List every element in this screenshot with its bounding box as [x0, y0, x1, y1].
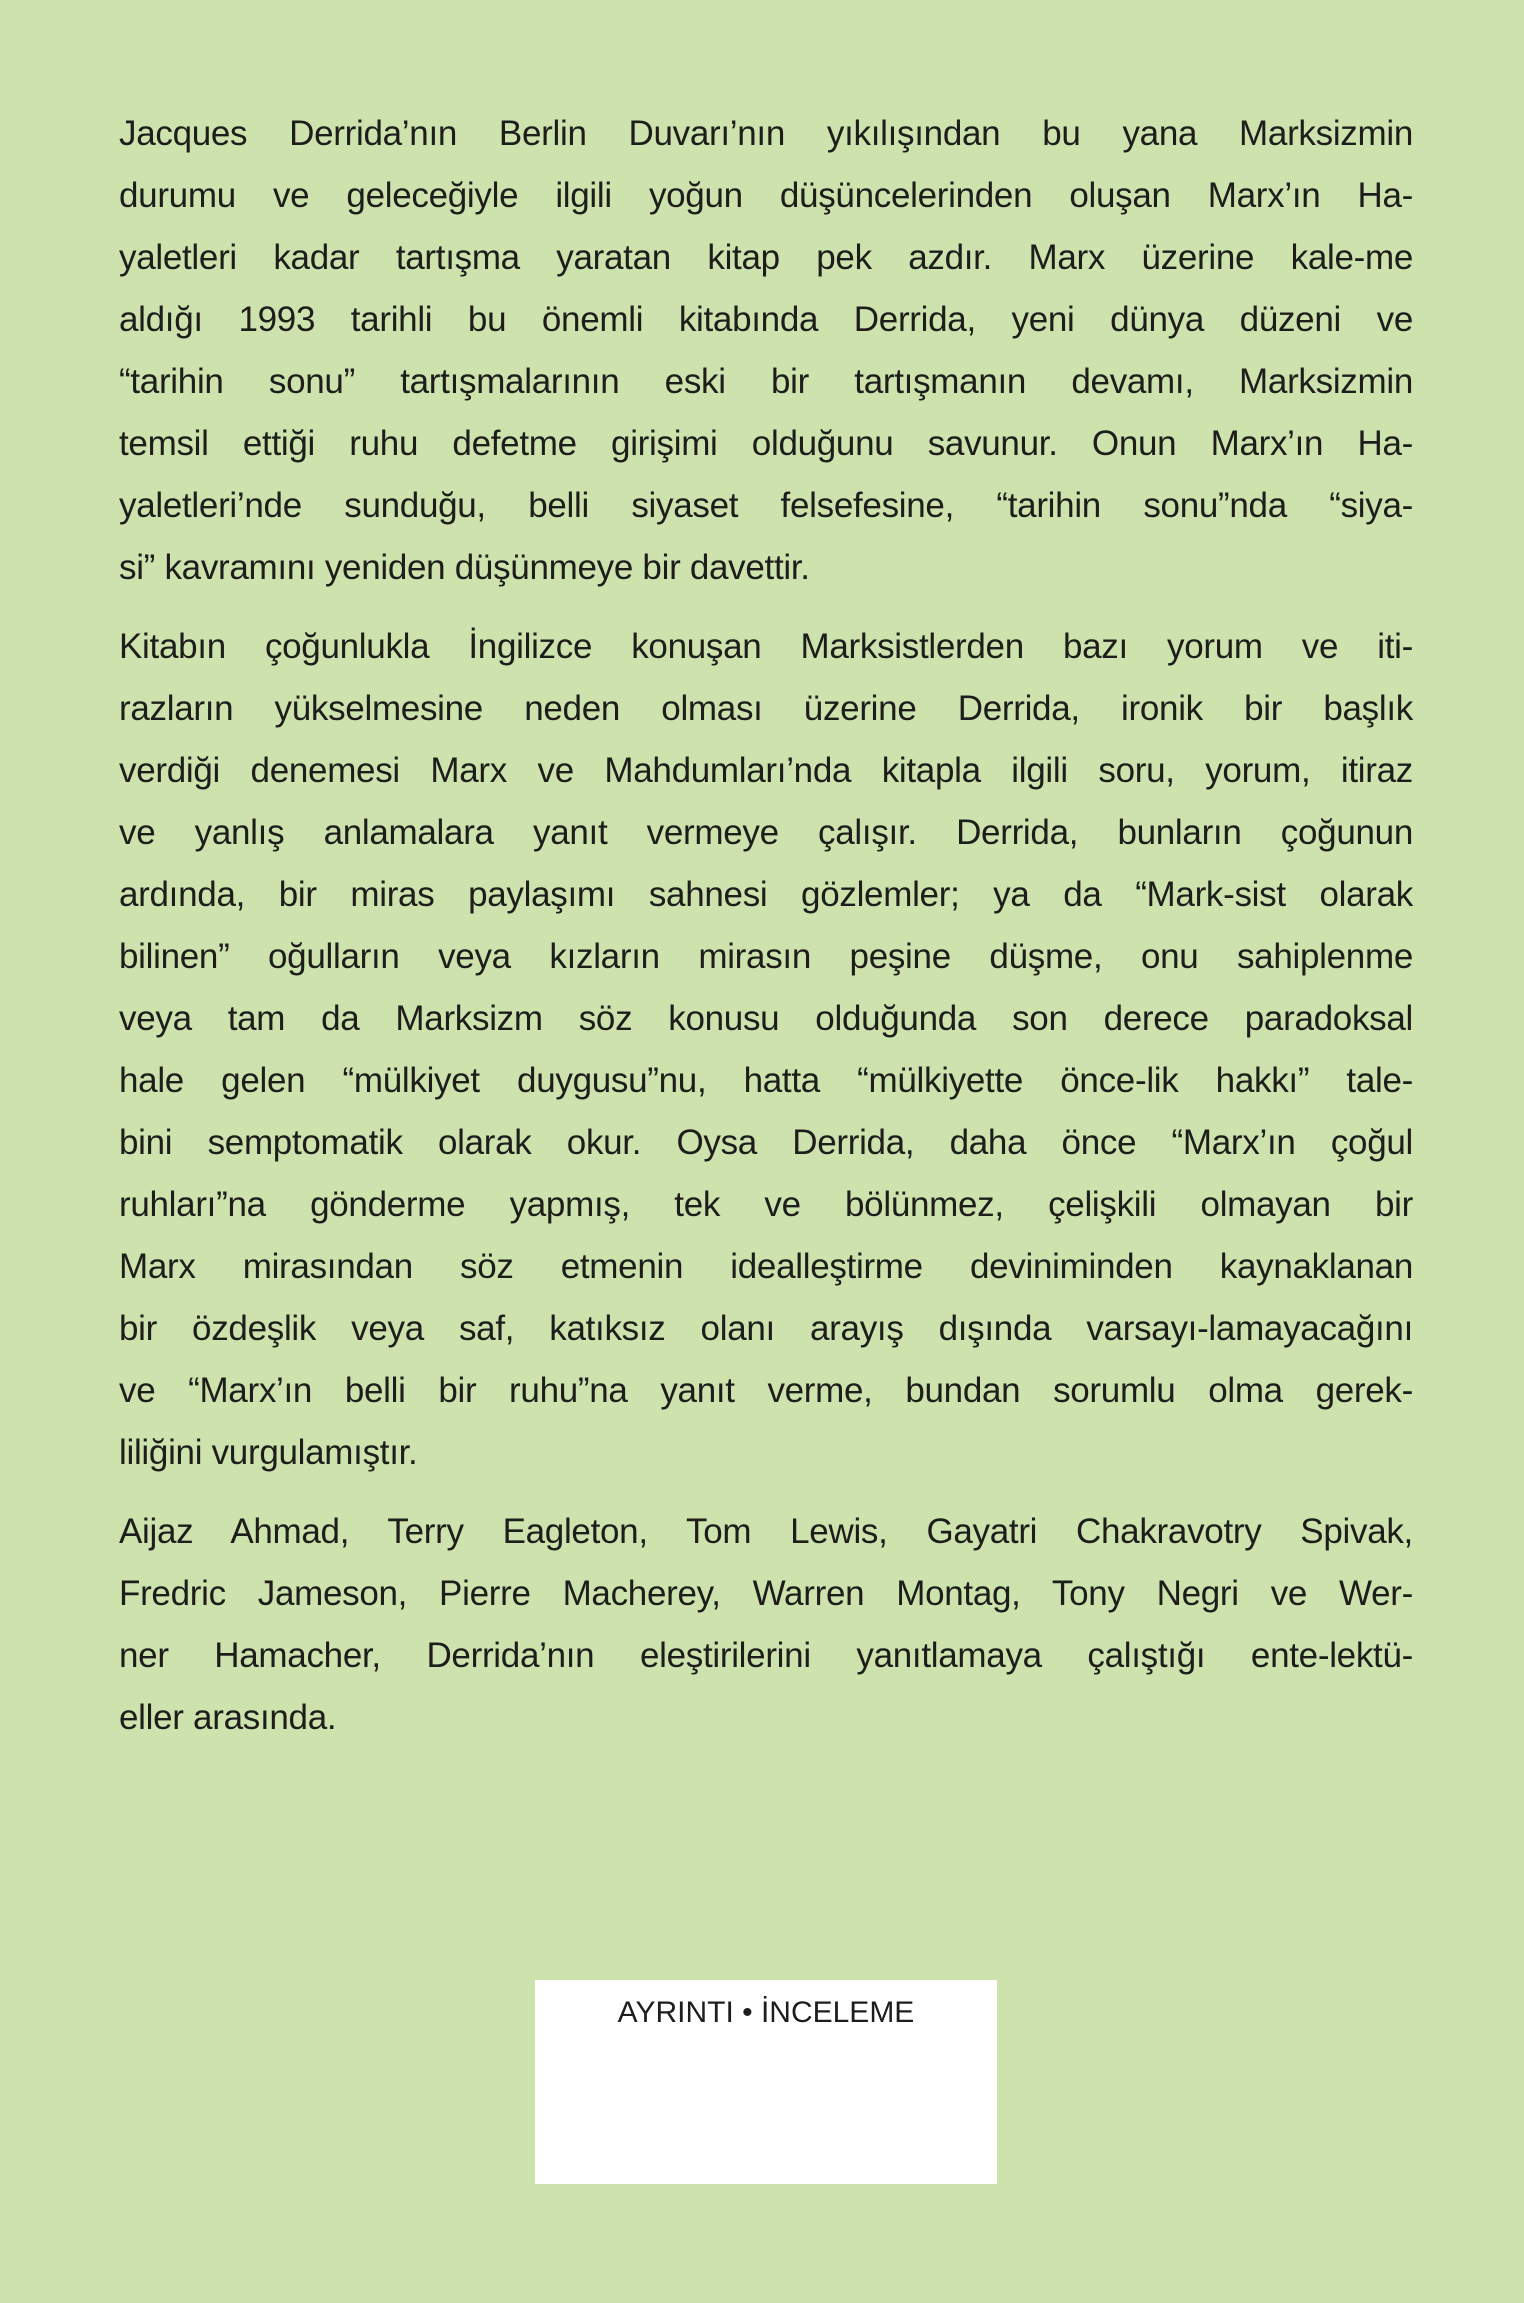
text-line: durumu ve geleceğiyle ilgili yoğun düşüncelerinden oluşan Marx’ın Ha- — [119, 176, 1413, 215]
text-line: Fredric Jameson, Pierre Macherey, Warren Montag, Tony Negri ve Wer- — [119, 1574, 1413, 1613]
text-line: temsil ettiği ruhu defetme girişimi olduğunu savunur. Onun Marx’ın Ha- — [119, 424, 1413, 463]
text-line: yaletleri’nde sunduğu, belli siyaset felsefesine, “tarihin sonu”nda “siya- — [119, 486, 1413, 525]
back-cover-text-block — [119, 103, 1413, 1766]
text-line: bir özdeşlik veya saf, katıksız olanı arayış dışında varsayı-lamayacağını — [119, 1309, 1413, 1348]
text-line: veya tam da Marksizm söz konusu olduğunda son derece paradoksal — [119, 999, 1413, 1038]
text-line: Aijaz Ahmad, Terry Eagleton, Tom Lewis, Gayatri Chakravotry Spivak, — [119, 1512, 1413, 1551]
text-line: bini semptomatik olarak okur. Oysa Derrida, daha önce “Marx’ın çoğul — [119, 1123, 1413, 1162]
text-line: yaletleri kadar tartışma yaratan kitap pek azdır. Marx üzerine kale-me — [119, 238, 1413, 277]
text-line: ardında, bir miras paylaşımı sahnesi gözlemler; ya da “Mark-sist olarak — [119, 875, 1413, 914]
text-line: verdiği denemesi Marx ve Mahdumları’nda kitapla ilgili soru, yorum, itiraz — [119, 751, 1413, 790]
text-line: ruhları”na gönderme yapmış, tek ve bölünmez, çelişkili olmayan bir — [119, 1185, 1413, 1224]
text-line: Marx mirasından söz etmenin idealleştirme deviniminden kaynaklanan — [119, 1247, 1413, 1286]
paragraph-2 — [119, 616, 1413, 1484]
paragraph-3 — [119, 1501, 1413, 1749]
text-line: ner Hamacher, Derrida’nın eleştirilerini yanıtlamaya çalıştığı ente-lektü- — [119, 1636, 1413, 1675]
text-line: si” kavramını yeniden düşünmeye bir davettir. — [119, 548, 810, 587]
paragraph-1 — [119, 103, 1413, 599]
publisher-series-label: AYRINTI • İNCELEME — [617, 1996, 915, 2029]
text-line: Jacques Derrida’nın Berlin Duvarı’nın yıkılışından bu yana Marksizmin — [119, 114, 1413, 153]
text-line: eller arasında. — [119, 1698, 337, 1737]
text-line: “tarihin sonu” tartışmalarının eski bir tartışmanın devamı, Marksizmin — [119, 362, 1413, 401]
text-line: hale gelen “mülkiyet duygusu”nu, hatta “mülkiyette önce-lik hakkı” tale- — [119, 1061, 1413, 1100]
text-line: Kitabın çoğunlukla İngilizce konuşan Marksistlerden bazı yorum ve iti- — [119, 627, 1413, 666]
text-line: liliğini vurgulamıştır. — [119, 1433, 418, 1472]
text-line: aldığı 1993 tarihli bu önemli kitabında Derrida, yeni dünya düzeni ve — [119, 300, 1413, 339]
text-line: ve yanlış anlamalara yanıt vermeye çalışır. Derrida, bunların çoğunun — [119, 813, 1413, 852]
text-line: ve “Marx’ın belli bir ruhu”na yanıt verme, bundan sorumlu olma gerek- — [119, 1371, 1413, 1410]
text-line: bilinen” oğulların veya kızların mirasın peşine düşme, onu sahiplenme — [119, 937, 1413, 976]
text-line: razların yükselmesine neden olması üzerine Derrida, ironik bir başlık — [119, 689, 1413, 728]
publisher-series-box — [535, 1980, 997, 2184]
